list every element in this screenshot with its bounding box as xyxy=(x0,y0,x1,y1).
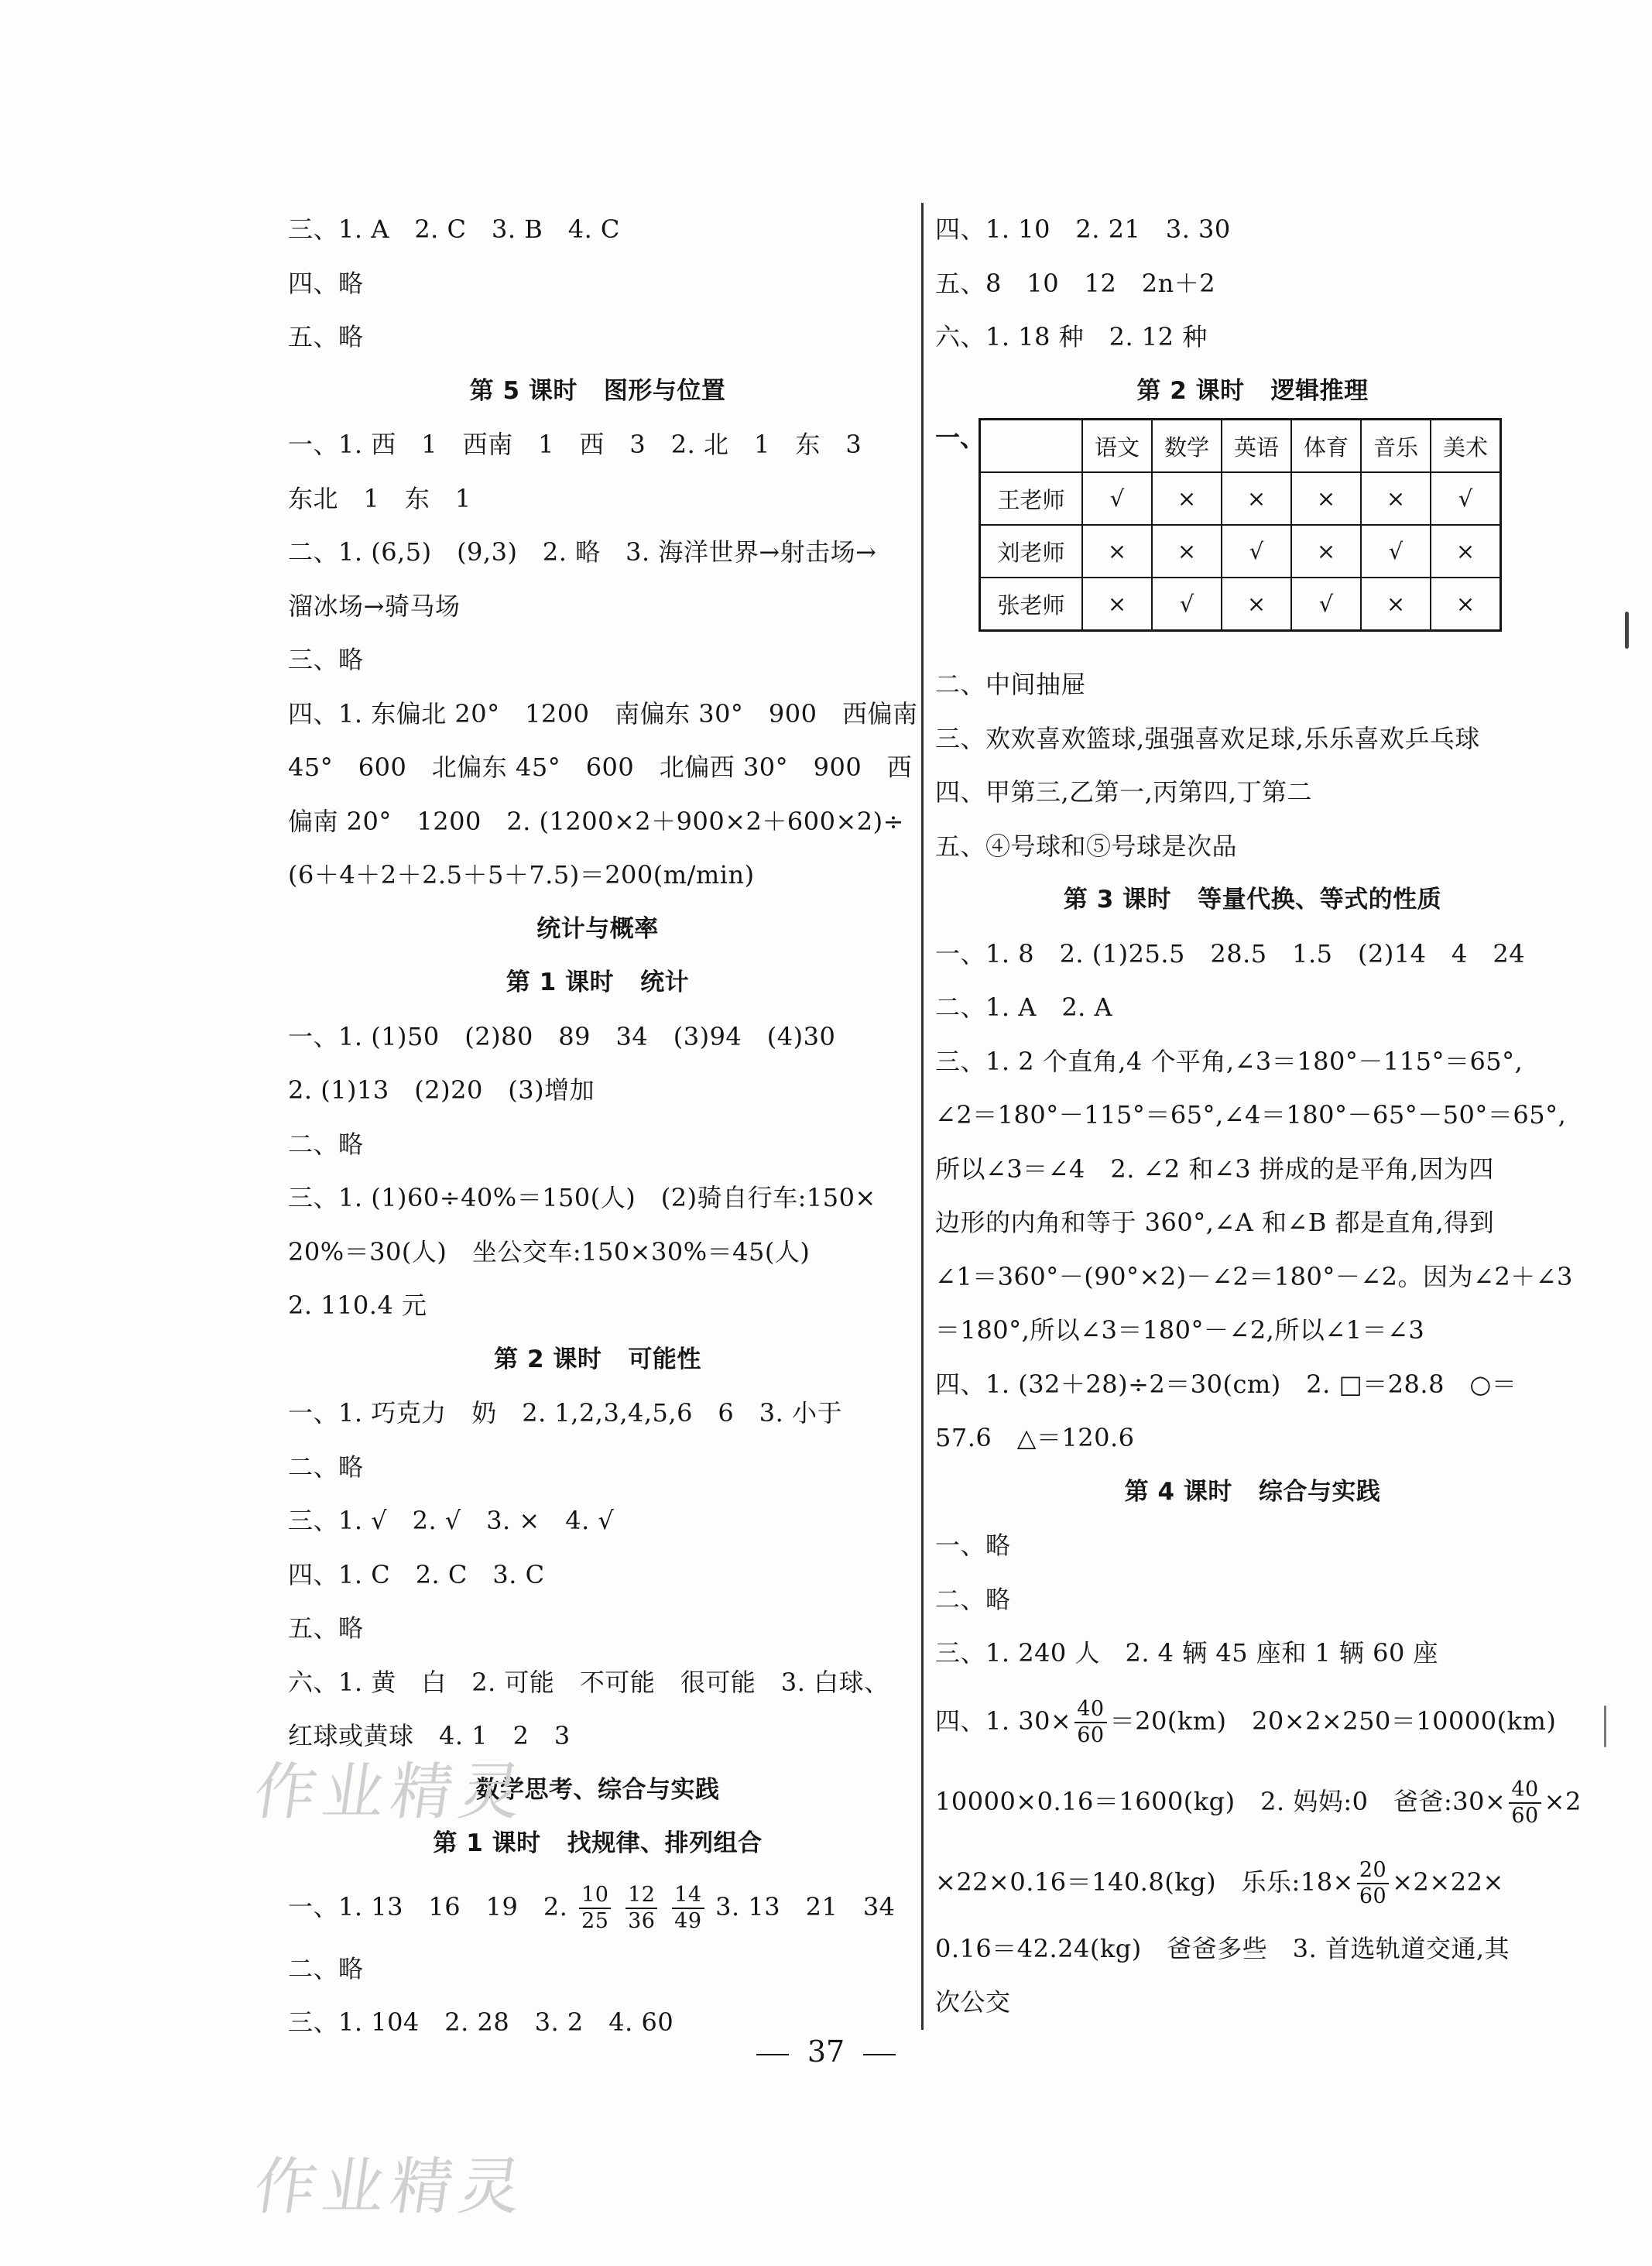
answer-line: 一、1. 8 2. (1)25.5 28.5 1.5 (2)14 4 24 xyxy=(935,938,1526,968)
answer-line: 一、1. 13 16 19 2. $\frac{10}{25}$ $\frac{12}{36}$ $\frac{14}{49}$ 3. 13 21 34 xyxy=(288,1883,896,1933)
scan-mark xyxy=(1625,612,1629,649)
fraction: $\frac{12}{36}$ xyxy=(625,1883,657,1934)
lesson-heading: 第 4 课时 综合与实践 xyxy=(1124,1477,1381,1506)
answer-line: 四、1. (32＋28)÷2＝30(cm) 2. □＝28.8 ○＝ xyxy=(935,1369,1517,1399)
table-header-cell: 美术 xyxy=(1431,420,1501,473)
answer-line: 三、略 xyxy=(288,645,364,674)
answer-line: 边形的内角和等于 360°,∠A 和∠B 都是直角,得到 xyxy=(935,1208,1495,1237)
table-cell: × xyxy=(1291,525,1361,578)
lesson-heading: 第 3 课时 等量代换、等式的性质 xyxy=(1063,886,1442,914)
table-cell: √ xyxy=(1222,525,1291,578)
table-lead: 一、 xyxy=(935,423,985,452)
answer-line: 四、1. 10 2. 21 3. 30 xyxy=(935,214,1231,244)
table-header-cell: 语文 xyxy=(1082,420,1152,473)
table-cell: × xyxy=(1222,472,1291,525)
table-cell: × xyxy=(1361,472,1431,525)
answer-line: 四、略 xyxy=(288,268,364,298)
answer-line: 二、略 xyxy=(288,1953,364,1983)
table-cell: × xyxy=(1431,578,1501,631)
answer-line: 45° 600 北偏东 45° 600 北偏西 30° 900 西 xyxy=(288,752,913,782)
table-row xyxy=(980,525,1501,578)
table-cell: √ xyxy=(1361,525,1431,578)
answer-line: 溜冰场→骑马场 xyxy=(288,591,461,621)
table-cell: × xyxy=(1361,578,1431,631)
answer-line: 2. (1)13 (2)20 (3)增加 xyxy=(288,1075,595,1105)
answer-line: 57.6 △＝120.6 xyxy=(935,1423,1135,1452)
answer-line: 二、略 xyxy=(288,1452,364,1482)
answer-line: 四、1. C 2. C 3. C xyxy=(288,1559,545,1589)
answer-line: 四、甲第三,乙第一,丙第四,丁第二 xyxy=(935,777,1313,807)
answer-line: 二、1. A 2. A xyxy=(935,992,1113,1022)
table-cell: × xyxy=(1152,525,1222,578)
answer-line: 二、略 xyxy=(288,1129,364,1159)
answer-line: 一、略 xyxy=(935,1531,1011,1560)
answer-line: 东北 1 东 1 xyxy=(288,483,471,513)
table-row-label: 王老师 xyxy=(980,472,1083,525)
column-divider xyxy=(921,203,924,2030)
watermark: 作业精灵 xyxy=(249,1756,533,1828)
table-cell: × xyxy=(1222,578,1291,631)
table-row xyxy=(980,472,1501,525)
section-heading: 统计与概率 xyxy=(536,914,659,943)
answer-line: 0.16＝42.24(kg) 爸爸多些 3. 首选轨道交通,其 xyxy=(935,1933,1510,1963)
answer-line: 2. 110.4 元 xyxy=(288,1291,427,1320)
table-cell: × xyxy=(1152,472,1222,525)
answer-line: (6＋4＋2＋2.5＋5＋7.5)＝200(m/min) xyxy=(288,860,755,890)
fraction: $\frac{10}{25}$ xyxy=(579,1883,611,1934)
answer-line: 红球或黄球 4. 1 2 3 xyxy=(288,1721,571,1750)
answer-line: 三、1. A 2. C 3. B 4. C xyxy=(288,214,620,244)
scan-mark xyxy=(1604,1705,1606,1747)
answer-line: 四、1. 东偏北 20° 1200 南偏东 30° 900 西偏南 xyxy=(288,698,918,728)
answer-line: 三、1. (1)60÷40%＝150(人) (2)骑自行车:150× xyxy=(288,1183,876,1212)
answer-line: ∠1＝360°－(90°×2)－∠2＝180°－∠2。因为∠2＋∠3 xyxy=(935,1261,1573,1291)
table-header-cell: 英语 xyxy=(1222,420,1291,473)
answer-line: 五、8 10 12 2n＋2 xyxy=(935,268,1216,298)
answer-line: 一、1. (1)50 (2)80 89 34 (3)94 (4)30 xyxy=(288,1021,836,1051)
answer-line: 偏南 20° 1200 2. (1200×2＋900×2＋600×2)÷ xyxy=(288,806,904,836)
fraction: $\frac{14}{49}$ xyxy=(672,1883,704,1934)
logic-table-block xyxy=(935,418,1570,658)
answer-line: 10000×0.16＝1600(kg) 2. 妈妈:0 爸爸:30× $\frac{40}{60}$ ×2 xyxy=(935,1777,1582,1828)
answer-line: 次公交 xyxy=(935,1987,1011,2017)
table-cell: × xyxy=(1082,578,1152,631)
table-cell: × xyxy=(1431,525,1501,578)
fraction: $\frac{20}{60}$ xyxy=(1357,1858,1389,1909)
table-cell: √ xyxy=(1291,578,1361,631)
answer-line: 五、略 xyxy=(288,1613,364,1643)
lesson-heading: 第 1 课时 统计 xyxy=(506,968,690,996)
answer-line: 四、1. 30× $\frac{40}{60}$ ＝20(km) 20×2×250＝10000(km) xyxy=(935,1697,1557,1747)
table-row-label: 刘老师 xyxy=(980,525,1083,578)
logic-table xyxy=(979,418,1502,632)
lesson-heading: 第 5 课时 图形与位置 xyxy=(469,376,726,405)
table-cell: √ xyxy=(1152,578,1222,631)
table-header-cell: 音乐 xyxy=(1361,420,1431,473)
right-column xyxy=(935,203,1582,2030)
lesson-heading: 第 2 课时 逻辑推理 xyxy=(1136,376,1369,405)
lesson-heading: 第 1 课时 找规律、排列组合 xyxy=(433,1829,763,1857)
table-cell: × xyxy=(1082,525,1152,578)
answer-line: 六、1. 黄 白 2. 可能 不可能 很可能 3. 白球、 xyxy=(288,1667,889,1697)
answer-line: 三、1. 2 个直角,4 个平角,∠3＝180°－115°＝65°, xyxy=(935,1046,1523,1076)
table-cell: × xyxy=(1291,472,1361,525)
watermark: 作业精灵 xyxy=(249,2151,533,2223)
table-corner-cell xyxy=(980,420,1083,473)
table-header-row xyxy=(980,420,1501,473)
answer-line: 所以∠3＝∠4 2. ∠2 和∠3 拼成的是平角,因为四 xyxy=(935,1154,1494,1184)
answer-line: 三、1. √ 2. √ 3. × 4. √ xyxy=(288,1506,615,1535)
answer-line: ＝180°,所以∠3＝180°－∠2,所以∠1＝∠3 xyxy=(935,1315,1425,1345)
fraction: $\frac{40}{60}$ xyxy=(1509,1777,1541,1829)
table-row xyxy=(980,578,1501,631)
answer-line: 20%＝30(人) 坐公交车:150×30%＝45(人) xyxy=(288,1236,811,1267)
lesson-heading: 第 2 课时 可能性 xyxy=(494,1345,701,1373)
table-header-cell: 数学 xyxy=(1152,420,1222,473)
answer-line: 六、1. 18 种 2. 12 种 xyxy=(935,322,1208,351)
answer-line: 三、欢欢喜欢篮球,强强喜欢足球,乐乐喜欢乒乓球 xyxy=(935,723,1480,753)
section-heading: 数学思考、综合与实践 xyxy=(475,1775,720,1804)
page-number: 37 xyxy=(0,2035,1652,2069)
answer-line: 一、1. 巧克力 奶 2. 1,2,3,4,5,6 6 3. 小于 xyxy=(288,1398,842,1428)
answer-line: 三、1. 104 2. 28 3. 2 4. 60 xyxy=(288,2007,674,2037)
answer-line: 一、1. 西 1 西南 1 西 3 2. 北 1 东 3 xyxy=(288,430,862,459)
answer-line: 二、1. (6,5) (9,3) 2. 略 3. 海洋世界→射击场→ xyxy=(288,537,877,567)
answer-line: 五、略 xyxy=(288,322,364,351)
answer-line: ×22×0.16＝140.8(kg) 乐乐:18× $\frac{20}{60}$ ×2×22× xyxy=(935,1858,1504,1908)
table-cell: √ xyxy=(1082,472,1152,525)
table-cell: √ xyxy=(1431,472,1501,525)
fraction: $\frac{40}{60}$ xyxy=(1074,1697,1106,1748)
answer-line: 五、④号球和⑤号球是次品 xyxy=(935,831,1238,861)
answer-line: 三、1. 240 人 2. 4 辆 45 座和 1 辆 60 座 xyxy=(935,1638,1439,1668)
table-row-label: 张老师 xyxy=(980,578,1083,631)
answer-line: 二、略 xyxy=(935,1584,1011,1614)
answer-line: 二、中间抽屉 xyxy=(935,670,1087,699)
answer-line: ∠2＝180°－115°＝65°,∠4＝180°－65°－50°＝65°, xyxy=(935,1100,1567,1130)
table-header-cell: 体育 xyxy=(1291,420,1361,473)
